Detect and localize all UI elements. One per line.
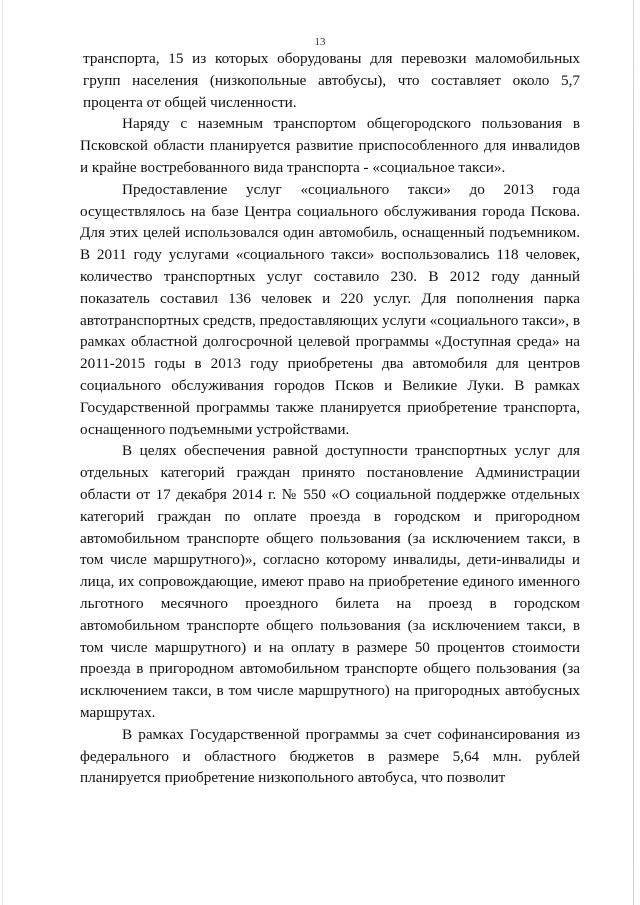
paragraph-social-taxi: Предоставление услуг «социального такси» до 2013 года осуществлялось на базе Центра социального обслуживания города Пскова. Для этих целей использовался один автомобиль, оснащенный подъемником. В 2011 году услугами «социального такси» воспользовались 118 человек, количество транспортных услуг составило 230. В 2012 году данный показатель составил 136 человек и 220 услуг. Для пополнения парка автотранспортных средств, предоставляющих услуги «социального такси», в рамках областной долгосрочной целевой программы «Доступная среда» на 2011-2015 годы в 2013 году приобретены два автомобиля для центров социального обслуживания городов Псков и Великие Луки. В рамках Государственной программы также планируется приобретение транспорта, оснащенного подъемными устройствами.: [80, 180, 580, 438]
paragraph-co-financing: В рамках Государственной программы за счет софинансирования из федерального и областного бюджетов в размере 5,64 млн. рублей планируется приобретение низкопольного автобуса, что позволит: [80, 725, 580, 787]
paragraph-equal-access: В целях обеспечения равной доступности транспортных услуг для отдельных категорий граждан принято постановление Администрации области от 17 декабря 2014 г. № 550 «О социальной поддержке отдельных категорий граждан по оплате проезда в городском и пригородном автомобильном транспорте общего пользования (за исключением такси, в том числе маршрутного)», согласно которому инвалиды, дети-инвалиды и лица, их сопровождающие, имеют право на приобретение единого именного льготного месячного проездного билета на проезд в городском автомобильном транспорте общего пользования (за исключением такси, в том числе маршрутного) и на оплату в размере 50 процентов стоимости проезда в пригородном автомобильном транспорте общего пользования (за исключением такси, в том числе маршрутного) на пригородных автобусных маршрутах.: [80, 442, 580, 721]
paragraph-continuation: транспорта, 15 из которых оборудованы для перевозки маломобильных групп населения (низкопольные автобусы), что составляет около 5,7 процента от общей численности.: [83, 50, 580, 111]
page-number: 13: [314, 36, 326, 48]
scan-edge-left: [2, 0, 3, 905]
document-body: [80, 48, 580, 789]
paragraph-ground-transport: Наряду с наземным транспортом общегородского пользования в Псковской области планируется развитие приспособленного для инвалидов и крайне востребованного вида транспорта - «социальное такси».: [80, 115, 580, 176]
scan-edge-right: [633, 0, 634, 905]
